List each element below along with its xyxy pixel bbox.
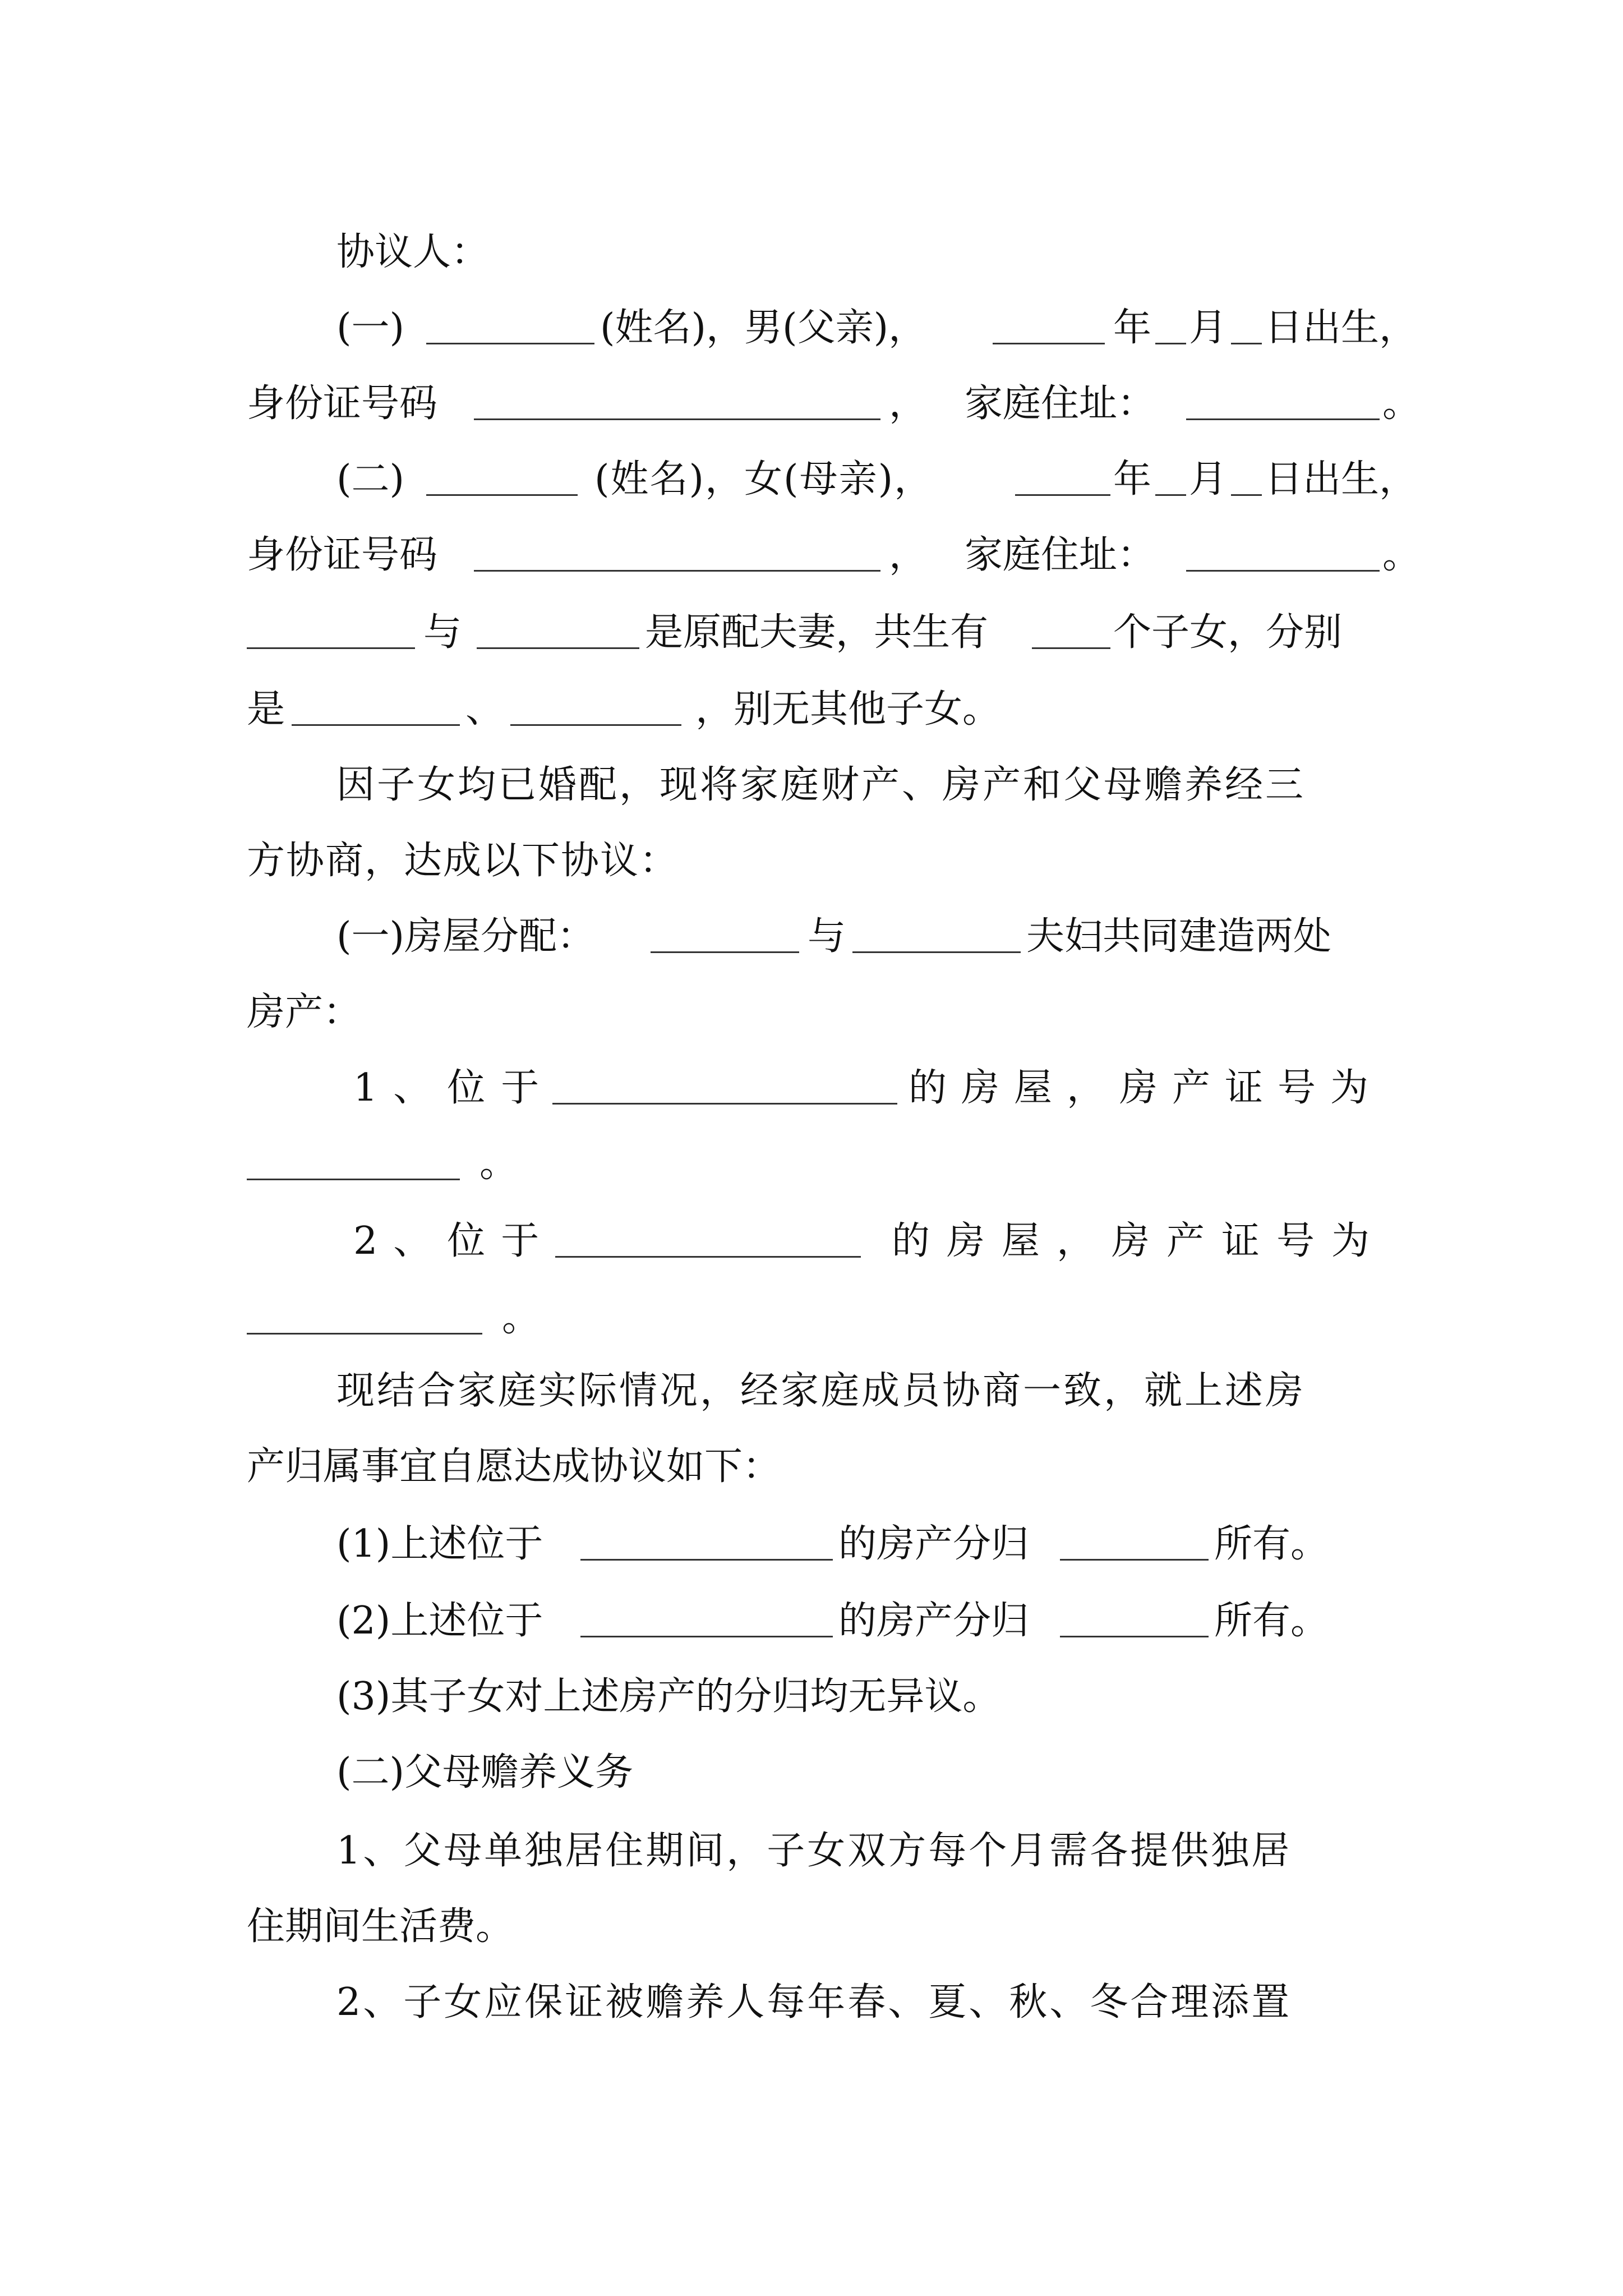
text: 。: [1382, 533, 1421, 577]
blank-child-count[interactable]: [1032, 647, 1110, 649]
house-2-cert-line: [0, 1279, 1623, 1358]
text: (二)父母赡养义务: [336, 1750, 634, 1795]
item-2-line: [0, 1582, 1623, 1660]
text: 现结合家庭实际情况，经家庭成员协商一致，就上述房: [336, 1369, 1306, 1413]
blank-builder-1[interactable]: [651, 951, 799, 953]
blank-house-1-location[interactable]: [552, 1103, 897, 1105]
blank-birth-day[interactable]: [1231, 494, 1262, 496]
text: (一)房屋分配：: [336, 914, 596, 959]
paragraph-agreement: [0, 1352, 1623, 1430]
text: 2、位于: [353, 1219, 555, 1263]
blank-spouse-1[interactable]: [247, 647, 415, 649]
house-2-line: [0, 1202, 1623, 1281]
father-line: [0, 289, 1623, 367]
item-3-line: [0, 1658, 1623, 1736]
text: 所有。: [1214, 1599, 1329, 1643]
blank-birth-year[interactable]: [1015, 494, 1110, 496]
text: 家庭住址：: [965, 533, 1156, 577]
text: 。: [479, 1142, 518, 1186]
text: 月: [1189, 306, 1228, 350]
text: 的房屋，房产证号为: [892, 1219, 1387, 1263]
text: 日出生，: [1265, 457, 1418, 501]
section-support-heading: [0, 1733, 1623, 1812]
blank-birth-month[interactable]: [1155, 343, 1186, 344]
paragraph-agreement-cont: [0, 1428, 1623, 1506]
blank-father-address[interactable]: [1186, 418, 1380, 420]
text: (2)上述位于: [336, 1599, 543, 1643]
support-item-1-cont: [0, 1888, 1623, 1966]
blank-house-2-location[interactable]: [555, 1256, 861, 1258]
father-id-line: [0, 365, 1623, 443]
blank-birth-month[interactable]: [1155, 494, 1186, 496]
blank-child-1[interactable]: [292, 724, 460, 726]
text: ，: [889, 533, 928, 577]
text: 方协商，达成以下协议：: [247, 839, 679, 883]
paragraph-intro-cont: [0, 822, 1623, 900]
text: 的房产分归: [838, 1522, 1030, 1566]
text: (一): [336, 306, 405, 350]
blank-item-1-location[interactable]: [580, 1559, 833, 1561]
text: 2、子女应保证被赡养人每年春、夏、秋、冬合理添置: [336, 1980, 1292, 2024]
mother-id-line: [0, 516, 1623, 595]
text: 产归属事宜自愿达成协议如下：: [247, 1444, 781, 1489]
house-1-cert-line: [0, 1125, 1623, 1203]
text: 所有。: [1214, 1522, 1329, 1566]
text: (3)其子女对上述房产的分归均无异议。: [336, 1674, 1001, 1719]
text: 是: [247, 687, 285, 731]
text: 。: [1382, 381, 1421, 426]
text: (姓名)，女(母亲)，: [594, 457, 934, 501]
text: 是原配夫妻，共生有: [645, 610, 989, 655]
text: 与: [423, 610, 462, 655]
paragraph-parties-heading: [0, 213, 1623, 292]
blank-mother-id[interactable]: [474, 570, 880, 572]
text: 。: [502, 1296, 541, 1340]
text: ，: [889, 381, 928, 426]
text: 房产：: [247, 990, 362, 1034]
text: 1、父母单独居住期间，子女双方每个月需各提供独居: [336, 1829, 1292, 1873]
children-line: [0, 670, 1623, 749]
text: 家庭住址：: [965, 381, 1156, 426]
blank-child-2[interactable]: [510, 724, 681, 726]
text: (二): [336, 457, 405, 501]
blank-house-1-cert[interactable]: [247, 1179, 460, 1180]
house-allocation-cont: [0, 973, 1623, 1052]
house-1-line: [0, 1049, 1623, 1128]
text: 夫妇共同建造两处: [1026, 914, 1332, 959]
blank-mother-name[interactable]: [426, 494, 578, 496]
support-item-2: [0, 1963, 1623, 2042]
text: 年: [1113, 457, 1152, 501]
text: (1)上述位于: [336, 1522, 543, 1566]
support-item-1: [0, 1812, 1623, 1890]
blank-item-2-owner[interactable]: [1060, 1636, 1209, 1637]
text: 与: [808, 914, 846, 959]
spouse-line: [0, 593, 1623, 672]
text: ，别无其他子女。: [695, 687, 1001, 731]
text: 身份证号码: [247, 533, 438, 577]
text: 因子女均已婚配，现将家庭财产、房产和父母赡养经三: [336, 763, 1306, 807]
text: 的房屋，房产证号为: [909, 1066, 1384, 1110]
text: 日出生，: [1265, 306, 1418, 350]
blank-mother-address[interactable]: [1186, 570, 1380, 572]
text: 协议人：: [336, 230, 490, 274]
text: 个子女，分别: [1113, 610, 1343, 655]
paragraph-intro: [0, 746, 1623, 825]
blank-birth-year[interactable]: [993, 343, 1105, 344]
text: 住期间生活费。: [247, 1904, 514, 1949]
text: 身份证号码: [247, 381, 438, 426]
text: 年: [1113, 306, 1152, 350]
blank-house-2-cert[interactable]: [247, 1333, 482, 1335]
blank-item-1-owner[interactable]: [1060, 1559, 1209, 1561]
blank-item-2-location[interactable]: [580, 1636, 833, 1637]
blank-birth-day[interactable]: [1231, 343, 1262, 344]
text: 月: [1189, 457, 1228, 501]
text: 、: [465, 687, 504, 731]
house-allocation-line: [0, 898, 1623, 976]
blank-father-name[interactable]: [426, 343, 594, 344]
item-1-line: [0, 1505, 1623, 1584]
blank-spouse-2[interactable]: [477, 647, 639, 649]
text: 的房产分归: [838, 1599, 1030, 1643]
blank-builder-2[interactable]: [852, 951, 1021, 953]
text: (姓名)，男(父亲)，: [600, 306, 927, 350]
text: 1、位于: [353, 1066, 555, 1110]
mother-line: [0, 440, 1623, 519]
blank-father-id[interactable]: [474, 418, 880, 420]
